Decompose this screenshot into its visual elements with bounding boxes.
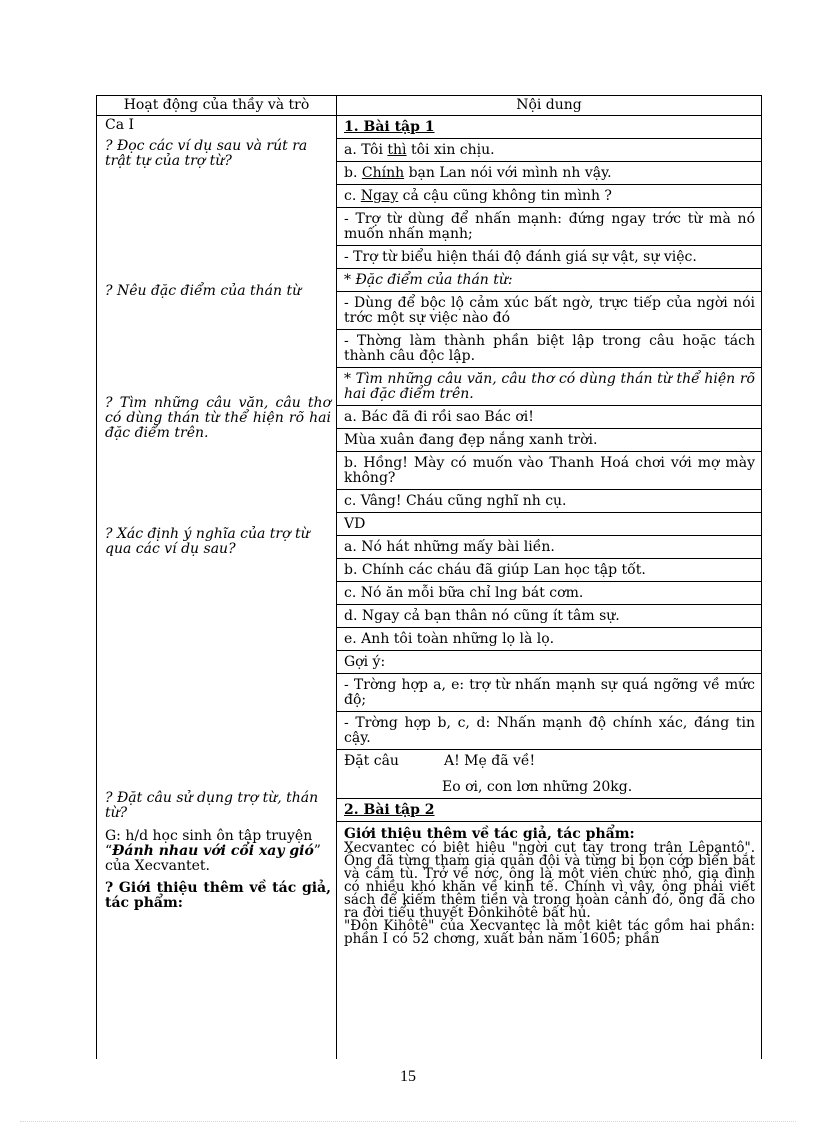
guide-prefix: G: h/d học sinh ôn tập truyện “ [105, 828, 313, 859]
example-b [337, 162, 761, 185]
header-activities: Hoạt động của thầy và trò [97, 96, 337, 115]
example-a-pre: a. Tôi [344, 142, 388, 158]
example-c-pre: c. [344, 188, 361, 204]
find-sentences-heading: * Tìm những câu văn, câu thơ có dùng thán từ thể hiện rõ hai đặc điểm trên. [337, 368, 761, 406]
example-c-word: Ngay [360, 188, 399, 204]
question-5: ? Đặt câu sử dụng trợ từ, thán từ? [105, 790, 319, 821]
guide-suffix: ” của Xecvantet. [105, 843, 321, 874]
sentence-a: a. Bác đã đi rồi sao Bác ơi! [337, 406, 761, 429]
tro-tu-point-2: - Trợ từ biểu hiện thái độ đánh giá sự vật, sự việc. [337, 246, 761, 269]
question-2: ? Nêu đặc điểm của thán từ [105, 283, 302, 299]
sentence-a2: Mùa xuân đang đẹp nắng xanh trời. [337, 429, 761, 452]
hint-1: - Trờng hợp a, e: trợ từ nhấn mạnh sự quá ngỡng về mức độ; [337, 674, 761, 712]
than-tu-point-2: - Thờng làm thành phần biệt lập trong câu hoặc tách thành câu độc lập. [337, 330, 761, 368]
vd-label: VD [337, 513, 761, 536]
question-4: ? Xác định ý nghĩa của trợ từ qua các ví dụ sau? [105, 526, 310, 557]
question-3: ? Tìm những câu văn, câu thơ có dùng thán từ thể hiện rõ hai đặc điểm trên. [105, 395, 331, 441]
author-info-paragraph-2: "Đôn Kihôtê" của Xecvantec là một kiệt tác gồm hai phần: phần I có 52 chơng, xuất bản năm 1605; phần [344, 918, 755, 947]
than-tu-heading: * Đặc điểm của thán từ: [337, 269, 761, 292]
activities-column [97, 116, 337, 1059]
sentence-b: b. Hồng! Mày có muốn vào Thanh Hoá chơi với mợ mày không? [337, 452, 761, 490]
example-a [337, 139, 761, 162]
header-content: Nội dung [516, 97, 582, 113]
author-info-title: Giới thiệu thêm về tác giả, tác phẩm: [344, 826, 635, 842]
vd-e: e. Anh tôi toàn những lọ là lọ. [337, 628, 761, 651]
tro-tu-point-1: - Trợ từ dùng để nhấn mạnh: đứng ngay trớc từ mà nó muốn nhấn mạnh; [337, 208, 761, 246]
question-6: ? Giới thiệu thêm về tác giả, tác phẩm: [105, 880, 331, 911]
example-b-pre: b. [344, 165, 362, 181]
example-b-post: bạn Lan nói với mình nh vậy. [404, 165, 612, 181]
table-body-row [97, 116, 761, 1059]
make-sentences [337, 750, 761, 799]
lesson-table [96, 95, 762, 1059]
exercise-1-heading: 1. Bài tập 1 [337, 116, 761, 139]
than-tu-point-1: - Dùng để bộc lộ cảm xúc bất ngờ, trực tiếp của ngời nói trớc một sự việc nào đó [337, 292, 761, 330]
example-a-word: thì [387, 142, 407, 158]
hint-label: Gợi ý: [337, 651, 761, 674]
vd-c: c. Nó ăn mỗi bữa chỉ lng bát cơm. [337, 582, 761, 605]
author-info-paragraph-1: Xecvantec có biệt hiệu "ngời cụt tay trong trận Lêpantô". Ông đã từng tham gia quân đội và từng bị bọn cớp biển bắt và cầm tù. Trở về nớc, ông là một viên chức nhỏ, gia đình có nhiều khó khăn về kinh tế. Chính vì vậy, ông phải viết sách để kiếm thêm tiền và trong hoàn cảnh đó, ông đã cho ra đời tiểu thuyết Đônkihôtê bất hủ. [344, 840, 755, 921]
vd-b: b. Chính các cháu đã giúp Lan học tập tốt. [337, 559, 761, 582]
example-b-word: Chính [361, 165, 405, 181]
vd-a: a. Nó hát những mấy bài liền. [337, 536, 761, 559]
sentence-example-2: Eo ơi, con lơn những 20kg. [442, 779, 633, 795]
example-c [337, 185, 761, 208]
vd-d: d. Ngay cả bạn thân nó cũng ít tâm sự. [337, 605, 761, 628]
sentence-c: c. Vâng! Cháu cũng nghĩ nh cụ. [337, 490, 761, 513]
example-c-post: cả cậu cũng không tin mình ? [398, 188, 612, 204]
ca-label: Ca I [105, 117, 135, 133]
content-column [337, 116, 761, 1059]
hint-2: - Trờng hợp b, c, d: Nhấn mạnh độ chính xác, đáng tin cậy. [337, 712, 761, 750]
page-number: 15 [400, 1068, 416, 1085]
author-info [337, 822, 761, 949]
sentence-example-1: A! Mẹ đã về! [444, 753, 536, 769]
question-1: ? Đọc các ví dụ sau và rút ra trật tự của trợ từ? [105, 138, 308, 169]
guide-title: Đánh nhau với cối xay gió [112, 843, 314, 859]
example-a-post: tôi xin chịu. [406, 142, 495, 158]
make-sentences-label: Đặt câu [344, 753, 399, 769]
page-edge-divider [20, 1121, 796, 1122]
exercise-2-heading: 2. Bài tập 2 [337, 799, 761, 822]
guide-note [105, 829, 331, 874]
table-header-row [97, 96, 761, 116]
